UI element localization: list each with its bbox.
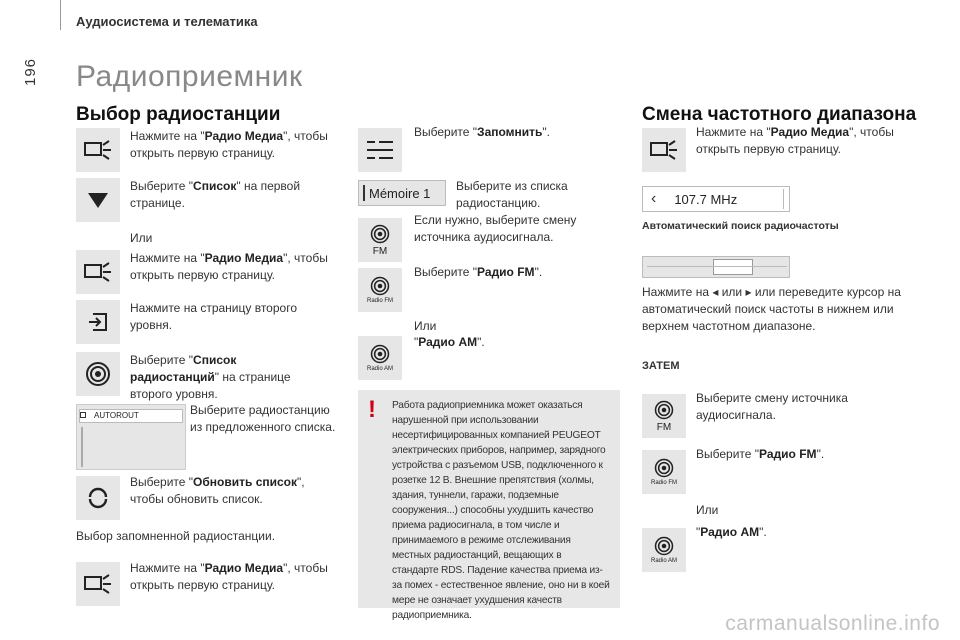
arrow-right-icon: ▸ bbox=[745, 285, 752, 299]
step-text: Если нужно, выберите смену источника аудиосигнала. bbox=[414, 213, 577, 244]
frequency-display bbox=[642, 186, 790, 212]
step-text: Нажмите на страницу второго уровня. bbox=[130, 301, 297, 332]
then-label: ЗАТЕМ bbox=[642, 360, 680, 372]
watermark: carmanualsonline.info bbox=[725, 612, 940, 635]
radio-am-icon bbox=[642, 528, 686, 572]
radio-fm-label: Radio FM bbox=[366, 298, 393, 304]
step-text: Нажмите на "Радио Медиа", чтобы открыть первую страницу. bbox=[130, 251, 328, 282]
radio-media-icon bbox=[76, 128, 120, 172]
or-text: Или bbox=[414, 319, 437, 333]
refresh-icon bbox=[76, 476, 120, 520]
radio-am-label: Radio AM bbox=[650, 558, 677, 564]
section-header: Аудиосистема и телематика bbox=[76, 14, 258, 29]
left-heading: Выбор радиостанции bbox=[76, 104, 281, 125]
fm-source-icon bbox=[642, 394, 686, 438]
step-text: Выберите радиостанцию из предложенного списка. bbox=[190, 403, 336, 434]
memory-preset bbox=[358, 180, 446, 206]
nav-instructions: Нажмите на ◂ или ▸ или переведите курсор на автоматический поиск частоты в нижнем или верхнем частотном диапазоне. bbox=[642, 285, 901, 333]
station-list-screen bbox=[76, 404, 186, 470]
or-text: Или bbox=[696, 503, 719, 517]
step-text: Выберите смену источника аудиосигнала. bbox=[696, 391, 848, 422]
arrow-left-icon: ◂ bbox=[712, 285, 719, 299]
chevron-left-icon: ‹ bbox=[651, 190, 657, 207]
radio-media-icon bbox=[642, 128, 686, 172]
step-text: Выберите "Радио FM". bbox=[414, 265, 543, 279]
step-text: Выберите "Запомнить". bbox=[414, 125, 551, 139]
step-text: Выберите из списка радиостанцию. bbox=[456, 179, 568, 210]
radio-fm-icon bbox=[642, 450, 686, 494]
slider-track bbox=[647, 266, 787, 267]
radio-fm-icon bbox=[358, 268, 402, 312]
save-list-icon bbox=[358, 128, 402, 172]
radio-media-icon bbox=[76, 250, 120, 294]
radio-media-icon bbox=[76, 562, 120, 606]
warning-icon: ! bbox=[368, 396, 376, 423]
preset-marker bbox=[363, 185, 365, 201]
step-text: "Радио AM". bbox=[414, 335, 485, 349]
step-text: Нажмите на "Радио Медиа", чтобы открыть первую страницу. bbox=[130, 561, 328, 592]
slider-cursor bbox=[713, 259, 753, 275]
radio-fm-label: Radio FM bbox=[650, 480, 677, 486]
station-list-item: AUTOROUT bbox=[79, 409, 183, 423]
frequency-value: 107.7 MHz bbox=[674, 191, 738, 207]
header-divider bbox=[60, 0, 61, 30]
step-text: Выберите "Список" на первой странице. bbox=[130, 179, 301, 210]
step-text: Выберите "Список радиостанций" на странице второго уровня. bbox=[130, 353, 291, 401]
step-text: "Радио AM". bbox=[696, 525, 767, 539]
fm-label: FM bbox=[372, 245, 388, 257]
triangle-down-icon bbox=[76, 178, 120, 222]
speaker-icon bbox=[80, 412, 86, 418]
warning-note: Работа радиоприемника может оказаться нарушенной при использовании несертифицированных компанией PEUGEOT электрических приборов, например, зарядного устройства с разъемом USB, подключенного к розетке 12 В. Внешние препятствия (холмы, здания, туннели, гаражи, подземные сооружения...) способны ухудшить качество приема радиосигнала, в том числе и принимаемого в режиме отслеживания местных радиостанций, вещающих в стандарте RDS. Падение качества приема из-за помех - естественное явление, оно ни в коей мере не означает ухудшения качеств радиоприемника. bbox=[358, 390, 620, 608]
right-heading: Смена частотного диапазона bbox=[642, 104, 917, 125]
step-text: Выберите "Радио FM". bbox=[696, 447, 825, 461]
page-title: Радиоприемник bbox=[76, 60, 303, 93]
radio-am-label: Radio AM bbox=[366, 366, 393, 372]
auto-search-label: Автоматический поиск радиочастоты bbox=[642, 220, 839, 232]
or-text: Или bbox=[130, 231, 153, 245]
step-text: Нажмите на "Радио Медиа", чтобы открыть первую страницу. bbox=[696, 125, 894, 156]
step-text: Выберите "Обновить список", чтобы обновить список. bbox=[130, 475, 305, 506]
page-number: 196 bbox=[22, 57, 39, 86]
scroll-track bbox=[81, 427, 83, 467]
second-level-page-icon bbox=[76, 300, 120, 344]
fm-label: FM bbox=[656, 421, 672, 433]
memorized-station-text: Выбор запомненной радиостанции. bbox=[76, 529, 276, 543]
radio-station-list-icon bbox=[76, 352, 120, 396]
radio-am-icon bbox=[358, 336, 402, 380]
frequency-divider bbox=[783, 189, 789, 209]
memo-label: Mémoire 1 bbox=[369, 185, 431, 201]
step-text: Нажмите на "Радио Медиа", чтобы открыть первую страницу. bbox=[130, 129, 328, 160]
band-slider bbox=[642, 256, 790, 278]
fm-source-icon bbox=[358, 218, 402, 262]
